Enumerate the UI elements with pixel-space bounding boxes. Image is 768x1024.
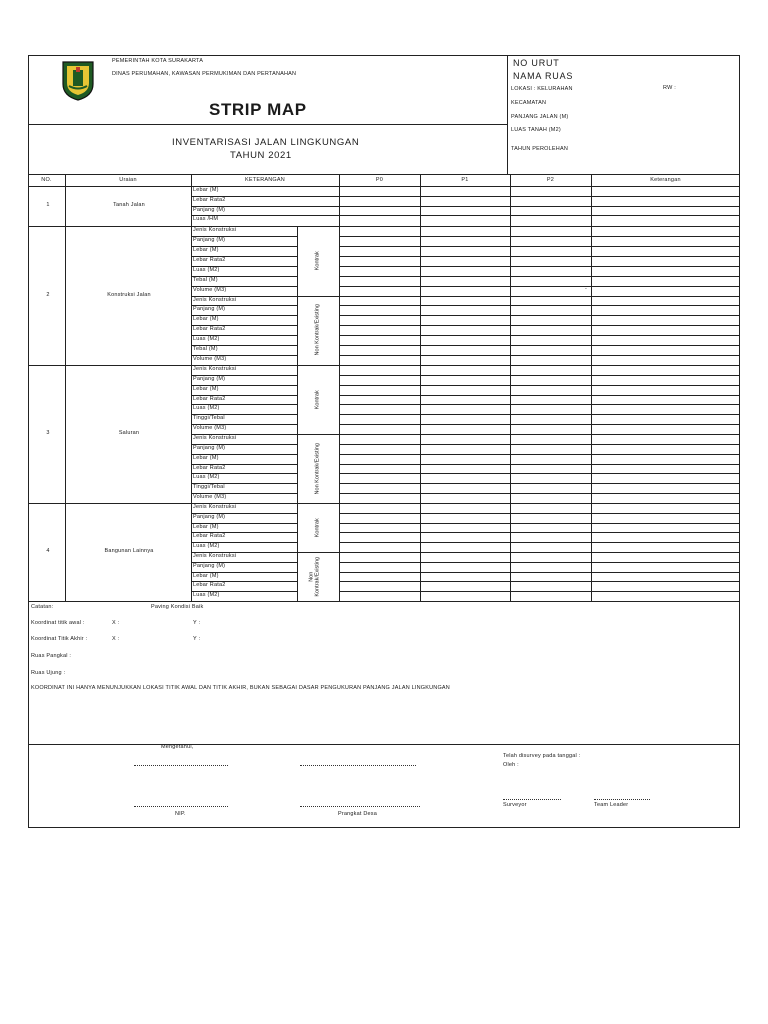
akhir-y-label: Y : — [193, 636, 201, 642]
table-row-rule — [339, 305, 740, 306]
table-row-rule — [339, 513, 740, 514]
nama-ruas-label: NAMA RUAS — [513, 71, 574, 81]
row-label: Luas (M2) — [193, 405, 220, 412]
table-row-rule — [339, 523, 740, 524]
survey-date-label: Telah disurvey pada tanggal : — [503, 753, 581, 759]
paving-note: Paving Kondisi Baik — [151, 604, 204, 610]
table-row-rule — [339, 395, 740, 396]
row-label: Lebar (M) — [193, 246, 219, 253]
table-row-rule — [339, 444, 740, 445]
gov-name: PEMERINTAH KOTA SURAKARTA — [112, 58, 204, 64]
row-label: Volume (M3) — [193, 494, 227, 501]
row-label: Jenis Konstruksi — [193, 366, 237, 372]
group-top-rule — [28, 365, 740, 366]
table-row-rule — [191, 196, 740, 197]
rw-label: RW : — [663, 85, 676, 91]
row-label: Lebar Rata2 — [193, 196, 226, 203]
table-row-rule — [339, 256, 740, 257]
group-number: 2 — [46, 291, 50, 298]
table-row-rule — [339, 581, 740, 582]
table-column-line — [591, 174, 592, 601]
table-row-rule — [339, 493, 740, 494]
table-row-rule — [339, 404, 740, 405]
table-row-rule — [191, 215, 740, 216]
ruas-ujung-label: Ruas Ujung : — [31, 670, 66, 676]
akhir-x-label: X : — [112, 636, 120, 642]
row-label: Tebal (M) — [193, 346, 218, 353]
table-row-rule — [339, 532, 740, 533]
table-column-line — [420, 174, 421, 601]
table-row-rule — [339, 325, 740, 326]
nip-label: NIP. — [175, 811, 186, 817]
table-row-rule — [339, 473, 740, 474]
table-row-rule — [339, 591, 740, 592]
group-description: Bangunan Lainnya — [104, 548, 154, 554]
row-label: Panjang (M) — [193, 206, 226, 213]
table-row-rule — [339, 562, 740, 563]
team-leader-sign-line — [594, 799, 650, 800]
table-row-rule — [339, 236, 740, 237]
group-number: 4 — [46, 548, 50, 554]
row-label: Lebar (M) — [193, 187, 219, 193]
row-label: Luas (M2) — [193, 266, 220, 273]
table-row-rule — [339, 355, 740, 356]
row-label: Lebar (M) — [193, 316, 219, 323]
header-bottom-rule — [28, 174, 740, 175]
table-header-cell: KETERANGAN — [245, 177, 285, 183]
subgroup-split-rule — [191, 296, 740, 297]
signature-line-3 — [134, 806, 228, 807]
row-label: Tinggi/Tebal — [193, 415, 225, 422]
table-row-rule — [339, 464, 740, 465]
table-bottom — [28, 601, 740, 602]
table-header-cell: P0 — [375, 177, 384, 183]
table-column-line — [191, 174, 192, 601]
table-column-line — [510, 174, 511, 601]
table-column-line — [65, 174, 66, 601]
tahun-perolehan-label: TAHUN PEROLEHAN — [511, 146, 568, 152]
row-label: Lebar (M) — [193, 454, 219, 461]
row-label: Volume (M3) — [193, 425, 227, 432]
kecamatan-label: KECAMATAN — [511, 100, 547, 106]
table-header-cell: P1 — [461, 177, 469, 183]
table-header-cell: Keterangan — [650, 177, 681, 183]
koordinat-akhir-label: Koordinat Titik Akhir : — [31, 636, 88, 642]
header-divider — [507, 55, 508, 174]
row-label: Jenis Konstruksi — [193, 504, 237, 510]
row-label: Lebar Rata2 — [193, 464, 226, 471]
group-top-rule — [28, 226, 740, 227]
team-leader-label: Team Leader — [594, 802, 629, 808]
row-label: Lebar Rata2 — [193, 582, 226, 589]
catatan-label: Catatan: — [31, 604, 54, 610]
row-label: Lebar Rata2 — [193, 326, 226, 333]
table-header-cell: Uraian — [119, 177, 137, 183]
lokasi-label: LOKASI : KELURAHAN — [511, 86, 573, 92]
mengetahui-label: Mengetahui, — [161, 744, 194, 750]
row-label: Jenis Konstruksi — [193, 296, 237, 303]
oleh-label: Oleh : — [503, 762, 519, 768]
row-label: Panjang (M) — [193, 306, 226, 313]
group-number: 1 — [46, 202, 50, 208]
table-row-rule — [339, 335, 740, 336]
no-urut-label: NO URUT — [513, 58, 560, 68]
table-column-line — [339, 174, 340, 601]
table-row-rule — [339, 414, 740, 415]
header-rule-left — [28, 124, 507, 125]
agency-name: DINAS PERUMAHAN, KAWASAN PERMUKIMAN DAN PERTANAHAN — [112, 71, 297, 77]
table-row-rule — [339, 246, 740, 247]
row-label: Luas (M2) — [193, 543, 220, 550]
footer-rule — [28, 744, 740, 745]
table-row-rule — [339, 424, 740, 425]
awal-y-label: Y : — [193, 620, 201, 626]
signature-line-1 — [134, 765, 228, 766]
row-label: Tinggi/Tebal — [193, 484, 225, 491]
row-label: Panjang (M) — [193, 562, 226, 569]
row-label: Tebal (M) — [193, 276, 218, 283]
row-label: Volume (M3) — [193, 286, 227, 293]
group-number: 3 — [46, 430, 50, 436]
subtitle-year: TAHUN 2021 — [230, 150, 292, 161]
group-description: Konstruksi Jalan — [107, 291, 151, 298]
subgroup-label-kontrak: Kontrak — [314, 251, 321, 270]
city-emblem-icon — [59, 58, 97, 102]
group-top-rule — [28, 186, 740, 187]
subgroup-label-non: Non — [308, 571, 315, 582]
table-row-rule — [339, 266, 740, 267]
signature-line-2 — [300, 765, 416, 766]
row-label: Panjang (M) — [193, 375, 226, 382]
subgroup-split-rule — [191, 552, 740, 553]
disclaimer-text: KOORDINAT INI HANYA MENUNJUKKAN LOKASI TITIK AWAL DAN TITIK AKHIR, BUKAN SEBAGAI DASAR PENGUKURAN PANJANG JALAN LINGKUNGAN — [31, 685, 450, 691]
signature-line-4 — [300, 806, 420, 807]
table-row-rule — [191, 206, 740, 207]
row-label: Lebar (M) — [193, 523, 219, 530]
group-description: Saluran — [118, 430, 140, 436]
row-label: Lebar Rata2 — [193, 533, 226, 540]
subgroup-split-rule — [191, 434, 740, 435]
panjang-jalan-label: PANJANG JALAN (M) — [511, 114, 569, 120]
row-label: Jenis Konstruksi — [193, 553, 237, 559]
table-row-rule — [339, 572, 740, 573]
dash-mark: - — [585, 285, 588, 292]
subgroup-label-existing: Kontrak/Existing — [314, 556, 321, 597]
form-frame — [28, 55, 740, 828]
table-header-cell: P2 — [546, 177, 555, 183]
table-row-rule — [339, 542, 740, 543]
table-row-rule — [339, 454, 740, 455]
row-label: Lebar Rata2 — [193, 256, 226, 263]
subgroup-label-kontrak: Kontrak — [314, 517, 321, 537]
row-label: Luas (M2) — [193, 474, 220, 481]
page-title: STRIP MAP — [209, 100, 307, 119]
group-top-rule — [28, 503, 740, 504]
surveyor-sign-line — [503, 799, 561, 800]
subgroup-label-non-kontrak: Non Kontrak/Existing — [314, 304, 321, 356]
row-label: Jenis Konstruksi — [193, 227, 237, 233]
table-row-rule — [339, 315, 740, 316]
table-header-cell: NO. — [41, 177, 52, 183]
perangkat-desa-label: Prangkat Desa — [338, 811, 377, 817]
awal-x-label: X : — [112, 620, 120, 626]
row-label: Luas (M2) — [193, 336, 220, 343]
luas-tanah-label: LUAS TANAH (M2) — [511, 127, 561, 133]
koordinat-awal-label: Koordinat titik awal : — [31, 620, 85, 626]
row-label: Panjang (M) — [193, 236, 226, 243]
table-row-rule — [339, 286, 740, 287]
table-row-rule — [339, 483, 740, 484]
row-label: Volume (M3) — [193, 356, 227, 363]
subgroup-label-kontrak: Kontrak — [314, 389, 321, 409]
subgroup-label-non-kontrak: Non Kontrak/Existing — [314, 442, 321, 494]
row-label: Luas /HM — [193, 216, 219, 223]
row-label: Panjang (M) — [193, 513, 226, 520]
table-row-rule — [339, 375, 740, 376]
surveyor-label: Surveyor — [503, 802, 527, 808]
subtitle-inventory: INVENTARISASI JALAN LINGKUNGAN — [172, 137, 360, 148]
row-label: Jenis Konstruksi — [193, 435, 237, 441]
table-row-rule — [339, 345, 740, 346]
row-label: Luas (M2) — [193, 592, 220, 599]
ruas-pangkal-label: Ruas Pangkal : — [31, 653, 72, 659]
table-row-rule — [339, 385, 740, 386]
table-row-rule — [339, 276, 740, 277]
row-label: Lebar Rata2 — [193, 395, 226, 402]
group-description: Tanah Jalan — [113, 202, 145, 208]
row-label: Lebar (M) — [193, 385, 219, 392]
row-label: Panjang (M) — [193, 444, 226, 451]
row-label: Lebar (M) — [193, 572, 219, 579]
